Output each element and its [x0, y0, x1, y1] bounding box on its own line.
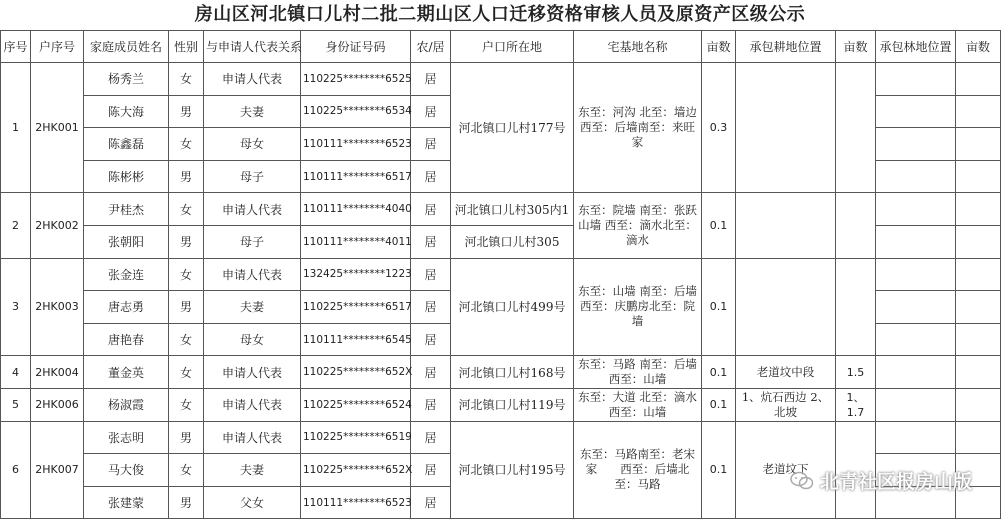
column-header: 户序号 [31, 31, 84, 63]
residence-type-cell: 居 [411, 63, 451, 96]
address-cell: 河北镇口儿村119号 [451, 388, 574, 421]
relation-cell: 申请人代表 [204, 356, 301, 389]
member-name-cell: 杨淑霞 [84, 388, 169, 421]
column-header: 与申请人代表关系 [204, 31, 301, 63]
seq-cell: 5 [1, 388, 31, 421]
seq-cell: 6 [1, 421, 31, 519]
forest-area-cell [956, 95, 1001, 128]
homestead-area-cell: 0.1 [702, 421, 736, 519]
farmland-area-cell: 1、1.7 [836, 388, 876, 421]
gender-cell: 女 [169, 356, 204, 389]
address-cell: 河北镇口儿村305内1 [451, 193, 574, 226]
address-cell: 河北镇口儿村499号 [451, 258, 574, 356]
gender-cell: 男 [169, 160, 204, 193]
household-id-cell: 2HK007 [31, 421, 84, 519]
farmland-location-cell [736, 63, 836, 193]
member-name-cell: 张金连 [84, 258, 169, 291]
forest-location-cell [876, 421, 956, 454]
page-title: 房山区河北镇口儿村二批二期山区人口迁移资格审核人员及原资产区级公示 [194, 4, 806, 25]
column-header: 亩数 [836, 31, 876, 63]
gender-cell: 男 [169, 225, 204, 258]
forest-location-cell [876, 193, 956, 226]
member-name-cell: 张志明 [84, 421, 169, 454]
residence-type-cell: 居 [411, 421, 451, 454]
forest-area-cell [956, 323, 1001, 356]
table-row [1, 258, 1001, 291]
residence-type-cell: 居 [411, 356, 451, 389]
gender-cell: 女 [169, 63, 204, 96]
id-number-cell: 110111********6517 [301, 160, 411, 193]
forest-area-cell [956, 193, 1001, 226]
residence-type-cell: 居 [411, 486, 451, 519]
column-header: 身份证号码 [301, 31, 411, 63]
forest-location-cell [876, 63, 956, 96]
id-number-cell: 132425********1223 [301, 258, 411, 291]
table-row [1, 356, 1001, 389]
farmland-location-cell [736, 258, 836, 356]
residence-type-cell: 居 [411, 388, 451, 421]
public-notice-table [0, 30, 1001, 519]
farmland-location-cell: 1、炕石西边 2、北坡 [736, 388, 836, 421]
seq-cell: 4 [1, 356, 31, 389]
gender-cell: 女 [169, 128, 204, 161]
forest-area-cell [956, 388, 1001, 421]
household-id-cell: 2HK002 [31, 193, 84, 258]
farmland-area-cell: 1.5 [836, 356, 876, 389]
relation-cell: 申请人代表 [204, 258, 301, 291]
column-header: 农/居 [411, 31, 451, 63]
relation-cell: 申请人代表 [204, 193, 301, 226]
residence-type-cell: 居 [411, 95, 451, 128]
relation-cell: 夫妻 [204, 291, 301, 324]
gender-cell: 女 [169, 388, 204, 421]
member-name-cell: 杨秀兰 [84, 63, 169, 96]
relation-cell: 夫妻 [204, 454, 301, 487]
forest-area-cell [956, 291, 1001, 324]
homestead-cell: 东至：山墙 南至：后墙 西至：庆鹏房北至：院墙 [574, 258, 702, 356]
table-header-row [1, 31, 1001, 63]
farmland-area-cell [836, 193, 876, 258]
farmland-location-cell: 老道坟下 [736, 421, 836, 519]
household-id-cell: 2HK003 [31, 258, 84, 356]
id-number-cell: 110111********4040 [301, 193, 411, 226]
forest-location-cell [876, 160, 956, 193]
forest-location-cell [876, 388, 956, 421]
table-row [1, 421, 1001, 454]
member-name-cell: 张朝阳 [84, 225, 169, 258]
relation-cell: 夫妻 [204, 95, 301, 128]
residence-type-cell: 居 [411, 128, 451, 161]
watermark-text: 北青社区报房山版 [819, 471, 972, 493]
seq-cell: 1 [1, 63, 31, 193]
address-cell: 河北镇口儿村305 [451, 225, 574, 258]
watermark [790, 467, 972, 494]
residence-type-cell: 居 [411, 160, 451, 193]
member-name-cell: 张建蒙 [84, 486, 169, 519]
id-number-cell: 110225********6525 [301, 63, 411, 96]
relation-cell: 母子 [204, 160, 301, 193]
column-header: 亩数 [702, 31, 736, 63]
id-number-cell: 110111********6523 [301, 128, 411, 161]
id-number-cell: 110225********652X [301, 356, 411, 389]
column-header: 户口所在地 [451, 31, 574, 63]
residence-type-cell: 居 [411, 323, 451, 356]
member-name-cell: 马大俊 [84, 454, 169, 487]
forest-location-cell [876, 225, 956, 258]
forest-area-cell [956, 421, 1001, 454]
wechat-icon [790, 471, 814, 491]
gender-cell: 男 [169, 486, 204, 519]
homestead-cell: 东至：大道 北至：滴水 西至：山墙 [574, 388, 702, 421]
forest-area-cell [956, 128, 1001, 161]
column-header: 亩数 [956, 31, 1001, 63]
table-row [1, 63, 1001, 96]
forest-area-cell [956, 258, 1001, 291]
address-cell: 河北镇口儿村195号 [451, 421, 574, 519]
id-number-cell: 110111********6545 [301, 323, 411, 356]
residence-type-cell: 居 [411, 258, 451, 291]
relation-cell: 母女 [204, 323, 301, 356]
id-number-cell: 110225********6519 [301, 421, 411, 454]
forest-area-cell [956, 160, 1001, 193]
residence-type-cell: 居 [411, 454, 451, 487]
forest-location-cell [876, 291, 956, 324]
homestead-area-cell: 0.1 [702, 356, 736, 389]
column-header: 家庭成员姓名 [84, 31, 169, 63]
farmland-location-cell: 老道坟中段 [736, 356, 836, 389]
id-number-cell: 110225********652X [301, 454, 411, 487]
homestead-area-cell: 0.1 [702, 258, 736, 356]
column-header: 性别 [169, 31, 204, 63]
table-row [1, 388, 1001, 421]
household-id-cell: 2HK001 [31, 63, 84, 193]
forest-area-cell [956, 225, 1001, 258]
household-id-cell: 2HK006 [31, 388, 84, 421]
forest-location-cell [876, 356, 956, 389]
column-header: 承包林地位置 [876, 31, 956, 63]
id-number-cell: 110225********6534 [301, 95, 411, 128]
forest-area-cell [956, 356, 1001, 389]
column-header: 宅基地名称 [574, 31, 702, 63]
relation-cell: 申请人代表 [204, 63, 301, 96]
seq-cell: 2 [1, 193, 31, 258]
member-name-cell: 陈鑫磊 [84, 128, 169, 161]
address-cell: 河北镇口儿村168号 [451, 356, 574, 389]
member-name-cell: 陈大海 [84, 95, 169, 128]
residence-type-cell: 居 [411, 291, 451, 324]
forest-location-cell [876, 323, 956, 356]
relation-cell: 父女 [204, 486, 301, 519]
gender-cell: 男 [169, 291, 204, 324]
gender-cell: 女 [169, 454, 204, 487]
homestead-area-cell: 0.3 [702, 63, 736, 193]
relation-cell: 申请人代表 [204, 388, 301, 421]
residence-type-cell: 居 [411, 225, 451, 258]
forest-location-cell [876, 258, 956, 291]
id-number-cell: 110225********6517 [301, 291, 411, 324]
forest-area-cell [956, 63, 1001, 96]
gender-cell: 女 [169, 193, 204, 226]
forest-location-cell [876, 95, 956, 128]
farmland-area-cell [836, 258, 876, 356]
farmland-area-cell [836, 63, 876, 193]
farmland-location-cell [736, 193, 836, 258]
member-name-cell: 董金英 [84, 356, 169, 389]
homestead-cell: 东至：马路 南至：后墙 西至：山墙 [574, 356, 702, 389]
column-header: 承包耕地位置 [736, 31, 836, 63]
id-number-cell: 110111********4011 [301, 225, 411, 258]
relation-cell: 母女 [204, 128, 301, 161]
gender-cell: 男 [169, 95, 204, 128]
gender-cell: 女 [169, 323, 204, 356]
member-name-cell: 陈彬彬 [84, 160, 169, 193]
homestead-cell: 东至：河沟 北至：墙边 西至：后墙南至：来旺家 [574, 63, 702, 193]
id-number-cell: 110111********6523 [301, 486, 411, 519]
homestead-cell: 东至：院墙 南至：张跃山墙 西至：滴水北至：滴水 [574, 193, 702, 258]
relation-cell: 母子 [204, 225, 301, 258]
table-row [1, 193, 1001, 226]
homestead-area-cell: 0.1 [702, 388, 736, 421]
relation-cell: 申请人代表 [204, 421, 301, 454]
address-cell: 河北镇口儿村177号 [451, 63, 574, 193]
gender-cell: 女 [169, 258, 204, 291]
seq-cell: 3 [1, 258, 31, 356]
homestead-cell: 东至：马路南至：老宋家 西至：后墙北至：马路 [574, 421, 702, 519]
homestead-area-cell: 0.1 [702, 193, 736, 258]
forest-location-cell [876, 128, 956, 161]
member-name-cell: 尹桂杰 [84, 193, 169, 226]
residence-type-cell: 居 [411, 193, 451, 226]
gender-cell: 男 [169, 421, 204, 454]
household-id-cell: 2HK004 [31, 356, 84, 389]
id-number-cell: 110225********6524 [301, 388, 411, 421]
column-header: 序号 [1, 31, 31, 63]
member-name-cell: 唐艳春 [84, 323, 169, 356]
table-body [1, 63, 1001, 519]
member-name-cell: 唐志勇 [84, 291, 169, 324]
